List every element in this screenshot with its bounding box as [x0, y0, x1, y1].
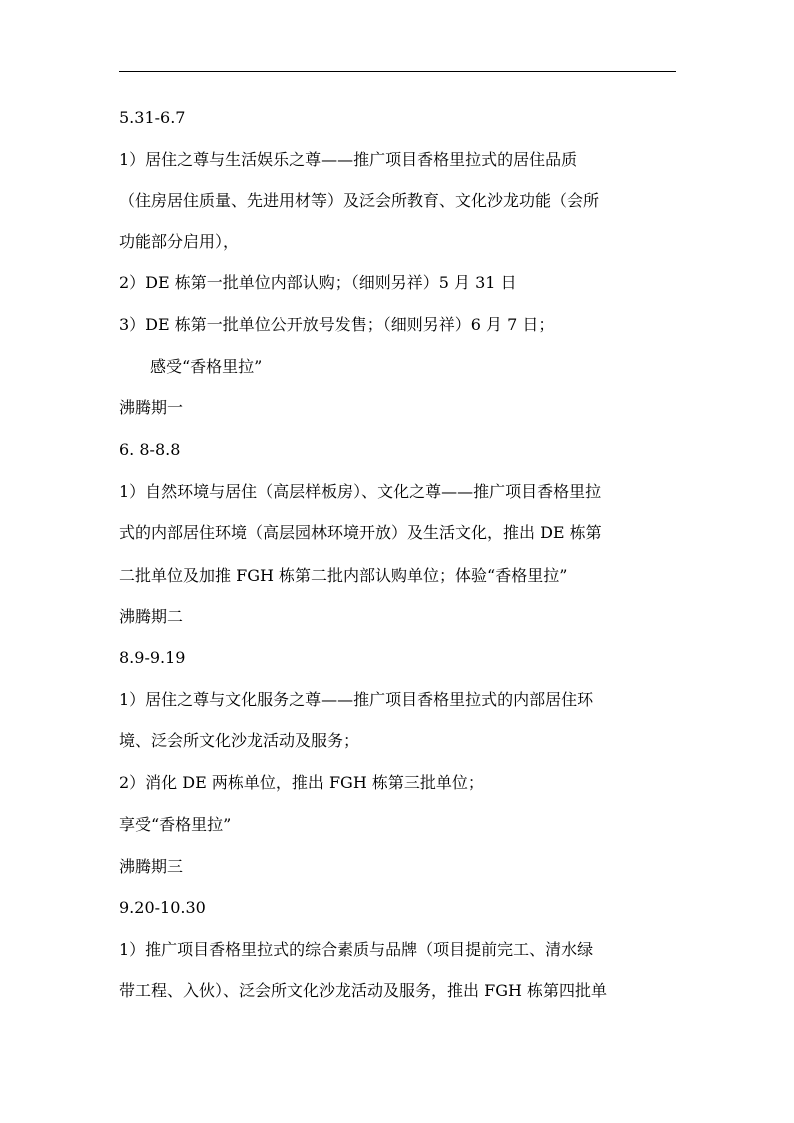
paragraph-line: 带工程、入伙）、泛会所文化沙龙活动及服务，推出 FGH 栋第四批单 [119, 981, 608, 1000]
paragraph-line: 2）消化 DE 两栋单位，推出 FGH 栋第三批单位； [119, 773, 484, 792]
paragraph-line: 式的内部居住环境（高层园林环境开放）及生活文化，推出 DE 栋第 [119, 523, 602, 542]
paragraph-line: 1）自然环境与居住（高层样板房）、文化之尊——推广项目香格里拉 [119, 482, 602, 501]
paragraph-line: 1）推广项目香格里拉式的综合素质与品牌（项目提前完工、清水绿 [119, 940, 594, 959]
period-date: 9.20-10.30 [119, 898, 206, 917]
paragraph-line: 2）DE 栋第一批单位内部认购；（细则另祥）5 月 31 日 [119, 273, 517, 292]
paragraph-line: （住房居住质量、先进用材等）及泛会所教育、文化沙龙功能（会所 [119, 191, 600, 210]
paragraph-line: 境、泛会所文化沙龙活动及服务； [119, 731, 360, 750]
header-rule [119, 71, 676, 72]
phase-heading: 沸腾期二 [119, 607, 184, 626]
phase-heading: 沸腾期一 [119, 398, 184, 417]
paragraph-line: 3）DE 栋第一批单位公开放号发售；（细则另祥）6 月 7 日； [119, 315, 555, 334]
phase-heading: 沸腾期三 [119, 857, 184, 876]
phase-theme: 享受“香格里拉” [119, 815, 232, 834]
paragraph-line: 二批单位及加推 FGH 栋第二批内部认购单位；体验“香格里拉” [119, 566, 568, 585]
paragraph-line: 1）居住之尊与文化服务之尊——推广项目香格里拉式的内部居住环 [119, 690, 594, 709]
period-date: 8.9-9.19 [119, 648, 186, 667]
phase-theme: 感受“香格里拉” [150, 357, 263, 376]
period-date: 6. 8-8.8 [119, 440, 181, 459]
paragraph-line: 1）居住之尊与生活娱乐之尊——推广项目香格里拉式的居住品质 [119, 150, 578, 169]
period-date: 5.31-6.7 [119, 108, 186, 127]
paragraph-line: 功能部分启用）， [119, 232, 240, 251]
